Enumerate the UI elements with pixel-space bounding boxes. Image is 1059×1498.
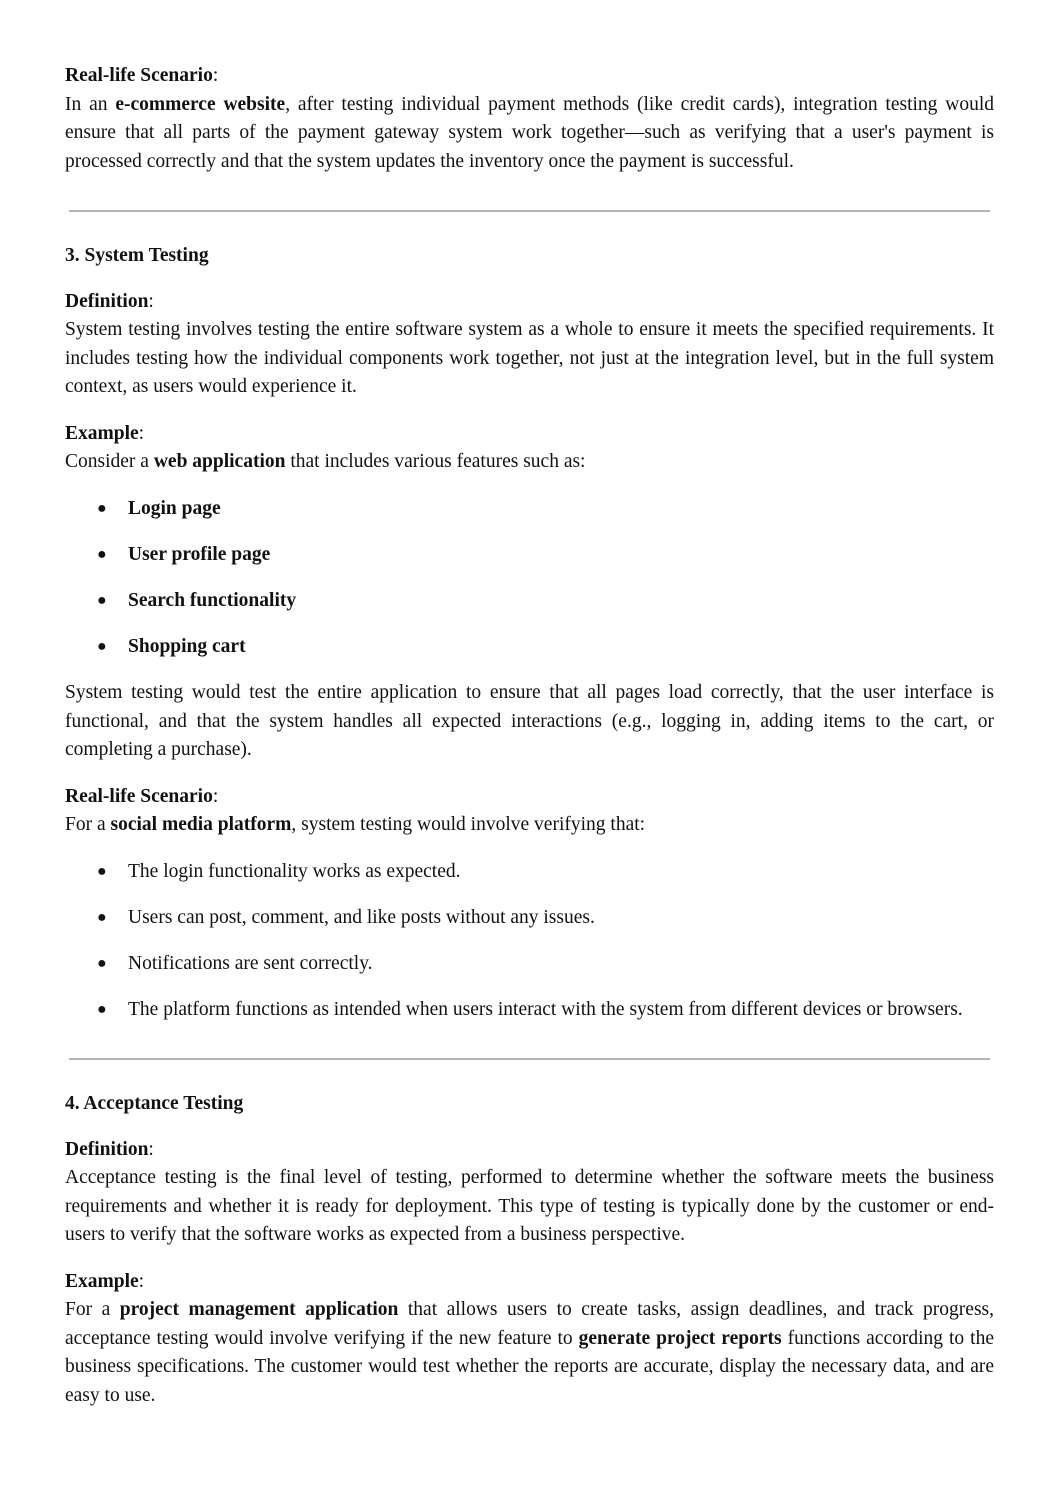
acceptance-definition-block: [65, 1136, 994, 1250]
list-item-text: The platform functions as intended when users interact with the system from different devices or browsers.: [128, 998, 963, 1020]
list-item-text: User profile page: [128, 543, 271, 565]
definition-paragraph: Acceptance testing is the final level of testing, performed to determine whether the software meets the business requirements and whether it is ready for deployment. This type of testing is typically done by the customer or end-users to verify that the software works as expected from a business perspective.: [65, 1167, 994, 1245]
text-run: In an: [65, 93, 116, 115]
scenario-label: Real-life Scenario: [65, 65, 213, 86]
label-colon: :: [212, 65, 219, 86]
example-heading: [65, 1268, 994, 1297]
list-item: [65, 587, 994, 616]
text-run: For a: [65, 814, 111, 835]
example-paragraph: [65, 1296, 994, 1410]
bullet-icon: ●: [97, 591, 107, 609]
bullet-icon: ●: [97, 545, 107, 563]
integration-scenario-block: [65, 62, 994, 176]
bullet-icon: ●: [97, 637, 107, 655]
scenario-intro: [65, 811, 994, 840]
bold-term: generate project reports: [578, 1327, 782, 1349]
list-item: [65, 495, 994, 524]
text-run: , after testing individual payment methods (like credit cards), integration testing would ensure that all parts of the payment gateway system work together—such as verifying that a user's payment is processed correctly and that the system updates the inventory once the payment is successful.: [65, 93, 995, 172]
list-item-text: Users can post, comment, and like posts without any issues.: [128, 906, 595, 928]
bullet-icon: ●: [97, 908, 107, 926]
list-item: [65, 858, 994, 887]
text-run: that includes various features such as:: [285, 451, 586, 472]
text-run: functions according to the business specifications. The customer would test whether the reports are accurate, display the necessary data, and are easy to use.: [65, 1327, 994, 1406]
example-label: Example: [65, 1270, 139, 1292]
bold-term: project management application: [119, 1299, 399, 1320]
list-item: [65, 904, 994, 933]
verification-list: [65, 858, 994, 1025]
section-title-system-testing: 3. System Testing: [65, 245, 209, 266]
bold-term: web application: [153, 451, 286, 472]
list-item: [65, 541, 994, 570]
bullet-icon: ●: [97, 954, 107, 972]
scenario-heading: [65, 62, 994, 91]
example-intro: [65, 448, 994, 477]
list-item-text: Notifications are sent correctly.: [128, 952, 373, 974]
list-item-text: The login functionality works as expected.: [128, 860, 461, 882]
list-item-text: Shopping cart: [128, 635, 246, 657]
text-run: , system testing would involve verifying that:: [291, 814, 646, 835]
horizontal-divider: [69, 210, 990, 212]
definition-heading: [65, 1136, 994, 1165]
bullet-icon: ●: [97, 499, 107, 517]
list-item-text: Search functionality: [128, 589, 297, 611]
definition-label: Definition: [65, 290, 149, 312]
system-scenario-block: [65, 783, 994, 840]
scenario-paragraph: [65, 91, 994, 177]
definition-label: Definition: [65, 1138, 149, 1160]
example-conclusion: System testing would test the entire application to ensure that all pages load correctly, that the user interface is functional, and that the system handles all expected interactions (e.g., logging in, adding items to the cart, or completing a purchase).: [65, 682, 994, 760]
acceptance-example-block: [65, 1268, 994, 1411]
horizontal-divider: [69, 1058, 990, 1060]
scenario-heading: [65, 783, 994, 812]
section-title-acceptance-testing: 4. Acceptance Testing: [65, 1093, 244, 1114]
system-definition-block: [65, 288, 994, 402]
system-example-conclusion-block: [65, 679, 994, 765]
list-item-text: Login page: [128, 497, 221, 519]
example-label: Example: [65, 422, 139, 444]
definition-paragraph: System testing involves testing the entire software system as a whole to ensure it meets the specified requirements. It includes testing how the individual components work together, not just at the integration level, but in the full system context, as users would experience it.: [65, 319, 994, 397]
text-run: Consider a: [65, 451, 154, 472]
list-item: [65, 633, 994, 662]
text-run: that allows users to create tasks, assign deadlines, and track progress, acceptance testing would involve verifying if the new feature to: [65, 1299, 995, 1349]
list-item: [65, 950, 994, 979]
definition-heading: [65, 288, 994, 317]
feature-list: [65, 495, 994, 662]
bold-term: social media platform: [110, 814, 292, 835]
example-heading: [65, 420, 994, 449]
label-colon: :: [138, 1270, 145, 1292]
document-page: [65, 62, 994, 1428]
bullet-icon: ●: [97, 1000, 107, 1018]
label-colon: :: [212, 785, 219, 807]
label-colon: :: [148, 1138, 154, 1160]
label-colon: :: [148, 290, 154, 312]
scenario-label: Real-life Scenario: [65, 785, 213, 807]
text-run: For a: [65, 1299, 120, 1320]
bullet-icon: ●: [97, 862, 107, 880]
bold-term: e-commerce website: [115, 93, 286, 115]
system-example-block: [65, 420, 994, 477]
list-item: [65, 996, 994, 1025]
label-colon: :: [138, 422, 145, 444]
